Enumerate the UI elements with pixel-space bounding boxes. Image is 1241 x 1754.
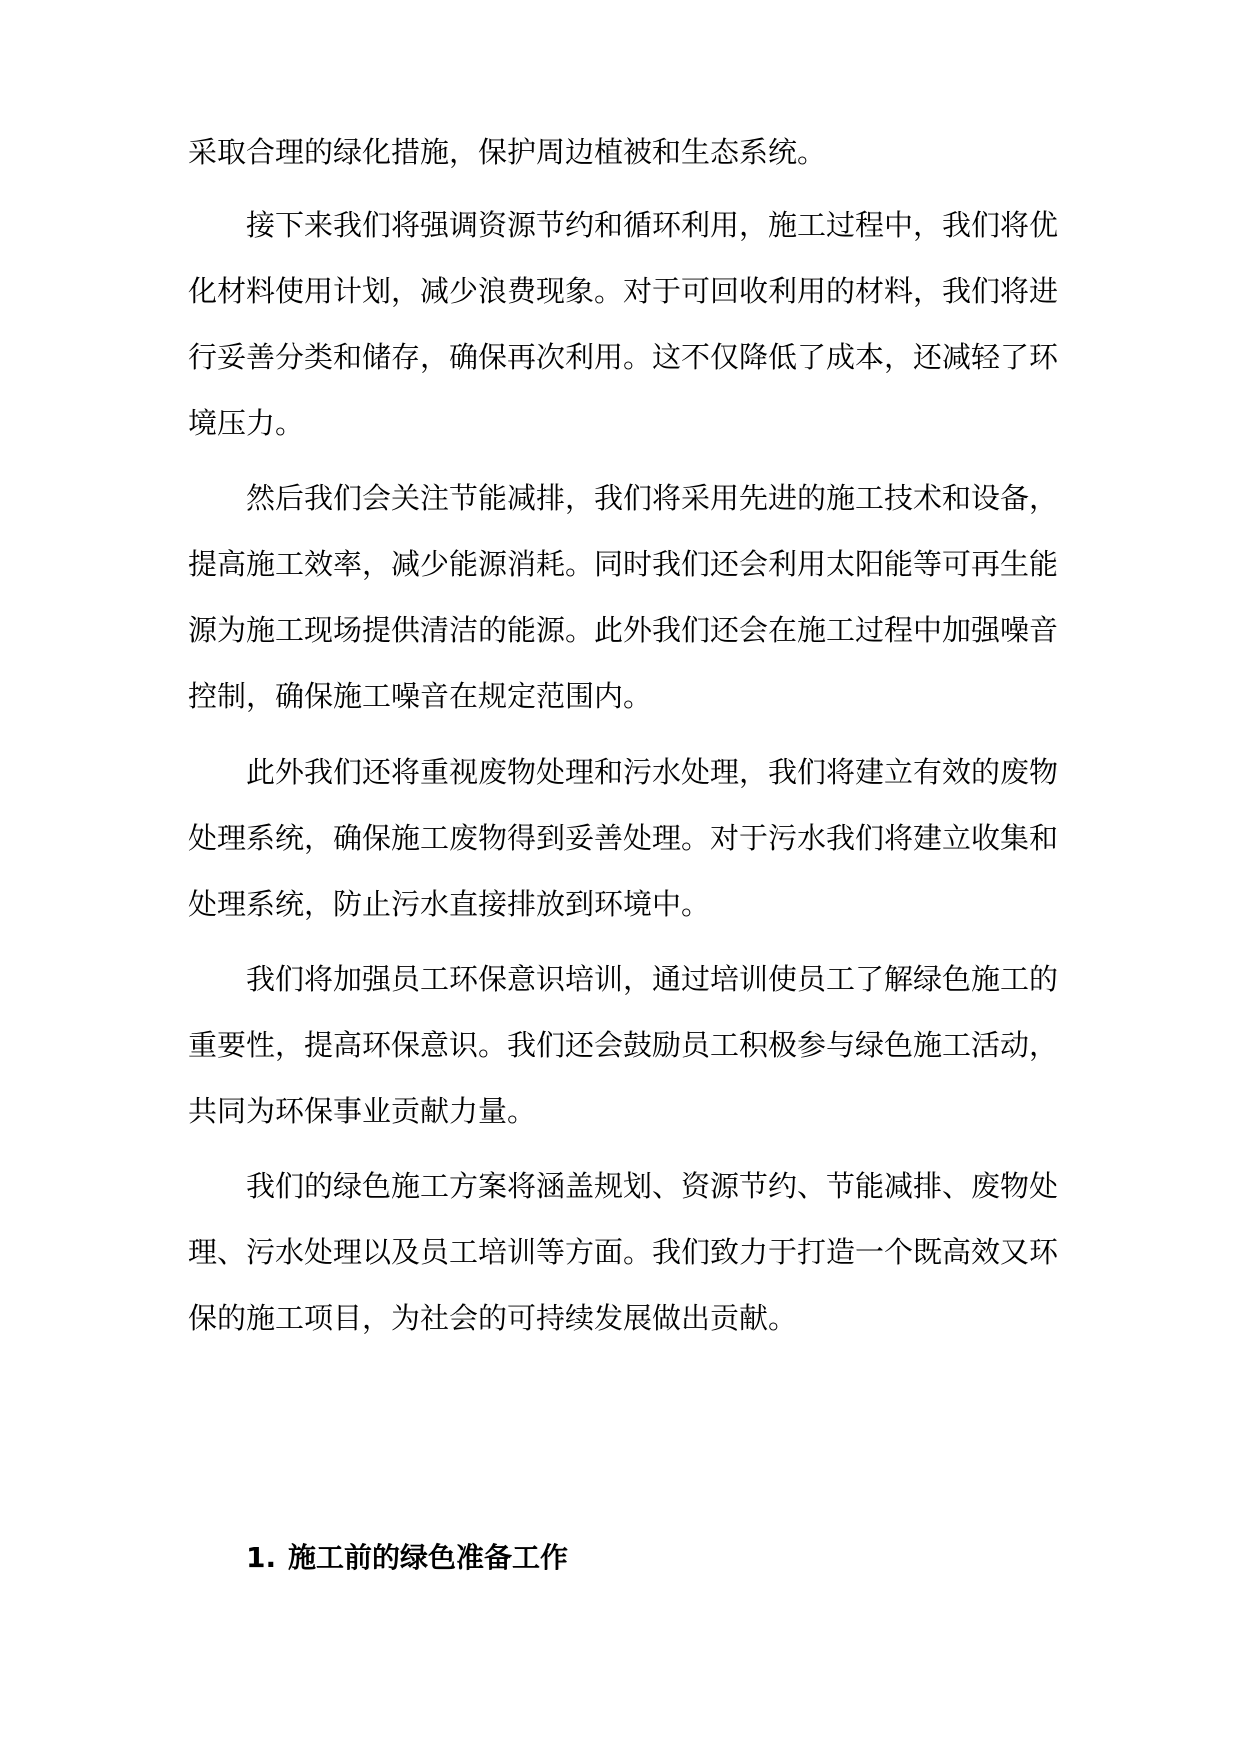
paragraph-line: 行妥善分类和储存，确保再次利用。这不仅降低了成本，还减轻了环: [188, 340, 1059, 374]
paragraph-line: 然后我们会关注节能减排，我们将采用先进的施工技术和设备，: [246, 481, 1059, 515]
paragraph-line: 处理系统，防止污水直接排放到环境中。: [188, 887, 711, 921]
paragraph-line: 采取合理的绿化措施，保护周边植被和生态系统。: [188, 135, 827, 169]
paragraph-line: 控制，确保施工噪音在规定范围内。: [188, 679, 653, 713]
paragraph-line: 境压力。: [188, 406, 305, 440]
paragraph-line: 我们的绿色施工方案将涵盖规划、资源节约、节能减排、废物处: [246, 1169, 1059, 1203]
paragraph-line: 接下来我们将强调资源节约和循环利用，施工过程中，我们将优: [246, 208, 1059, 242]
paragraph-line: 保的施工项目，为社会的可持续发展做出贡献。: [188, 1301, 798, 1335]
section-title: 施工前的绿色准备工作: [288, 1541, 569, 1574]
paragraph-line: 处理系统，确保施工废物得到妥善处理。对于污水我们将建立收集和: [188, 821, 1059, 855]
paragraph-line: 共同为环保事业贡献力量。: [188, 1094, 537, 1128]
paragraph-line: 此外我们还将重视废物处理和污水处理，我们将建立有效的废物: [246, 755, 1059, 789]
paragraph-line: 理、污水处理以及员工培训等方面。我们致力于打造一个既高效又环: [188, 1235, 1059, 1269]
paragraph-line: 源为施工现场提供清洁的能源。此外我们还会在施工过程中加强噪音: [188, 613, 1059, 647]
paragraph-line: 重要性，提高环保意识。我们还会鼓励员工积极参与绿色施工活动，: [188, 1028, 1059, 1062]
section-heading: [246, 1538, 568, 1578]
section-number: 1.: [246, 1541, 277, 1574]
paragraph-line: 化材料使用计划，减少浪费现象。对于可回收利用的材料，我们将进: [188, 274, 1059, 308]
paragraph-line: 提高施工效率，减少能源消耗。同时我们还会利用太阳能等可再生能: [188, 547, 1059, 581]
paragraph-line: 我们将加强员工环保意识培训，通过培训使员工了解绿色施工的: [246, 962, 1059, 996]
